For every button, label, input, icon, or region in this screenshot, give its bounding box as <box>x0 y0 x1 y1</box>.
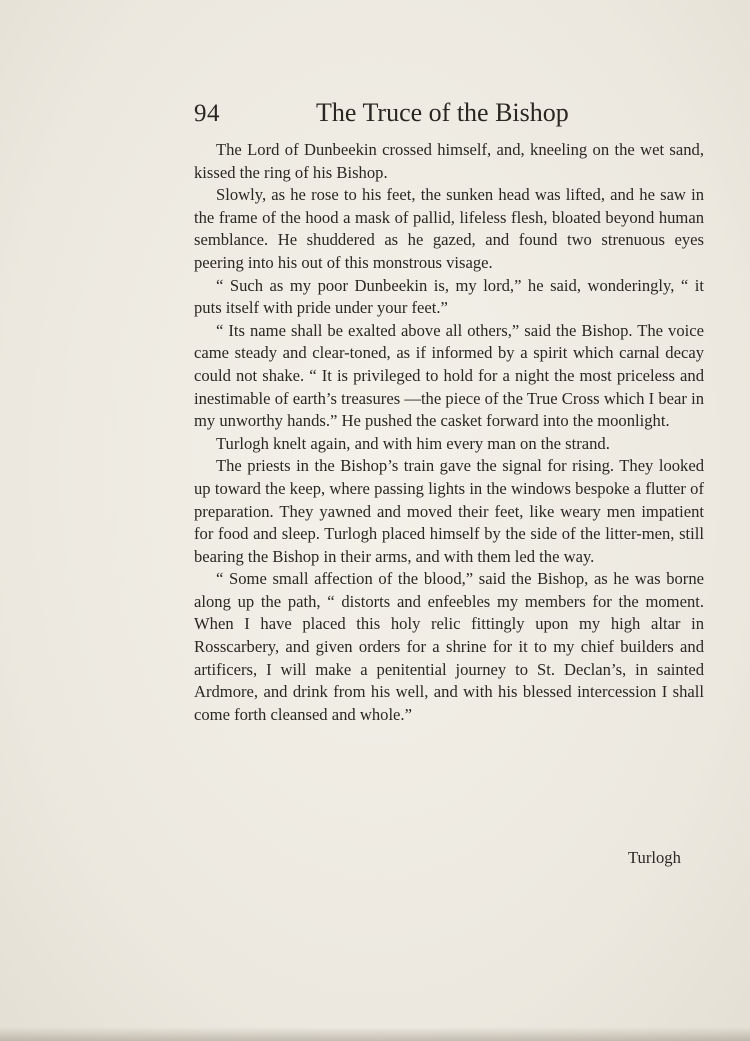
page-edge-shadow <box>0 1027 750 1041</box>
paragraph: “ Some small affection of the blood,” said the Bishop, as he was borne along up the path, “ distorts and enfeebles my members for the moment. When I have placed this holy relic fittingly upon my high altar in Rosscarbery, and given orders for a shrine for it to my chief builders and artificers, I will make a penitential journey to St. Declan’s, in sainted Ardmore, and drink from his well, and with his blessed intercession I shall come forth cleansed and whole.” <box>194 569 704 724</box>
paragraph: “ Such as my poor Dunbeekin is, my lord,” he said, wonderingly, “ it puts itself with pride under your feet.” <box>194 275 704 318</box>
page-header <box>194 100 706 136</box>
paragraph: Slowly, as he rose to his feet, the sunken head was lifted, and he saw in the frame of the hood a mask of pallid, lifeless flesh, bloated beyond human semblance. He shuddered as he gazed, and found two strenuous eyes peering into his out of this monstrous visage. <box>194 185 704 272</box>
body-text <box>194 139 704 726</box>
paragraph: The priests in the Bishop’s train gave the signal for rising. They looked up toward the keep, where passing lights in the windows bespoke a flutter of preparation. They yawned and moved their feet, like weary men impatient for food and sleep. Turlogh placed himself by the side of the litter-men, still bearing the Bishop in their arms, and with them led the way. <box>194 456 704 566</box>
paragraph: Turlogh knelt again, and with him every man on the strand. <box>216 433 610 453</box>
paragraph: “ Its name shall be exalted above all others,” said the Bishop. The voice came steady and clear-toned, as if informed by a spirit which carnal decay could not shake. “ It is privileged to hold for a night the most priceless and inestimable of earth’s treasures —the piece of the True Cross which I bear in my unworthy hands.” He pushed the casket forward into the moonlight. <box>194 320 704 431</box>
page-number: 94 <box>194 100 220 127</box>
paragraph: The Lord of Dunbeekin crossed himself, and, kneeling on the wet sand, kissed the ring of his Bishop. <box>194 140 704 182</box>
catchword: Turlogh <box>628 848 681 867</box>
running-title: The Truce of the Bishop <box>316 98 569 127</box>
